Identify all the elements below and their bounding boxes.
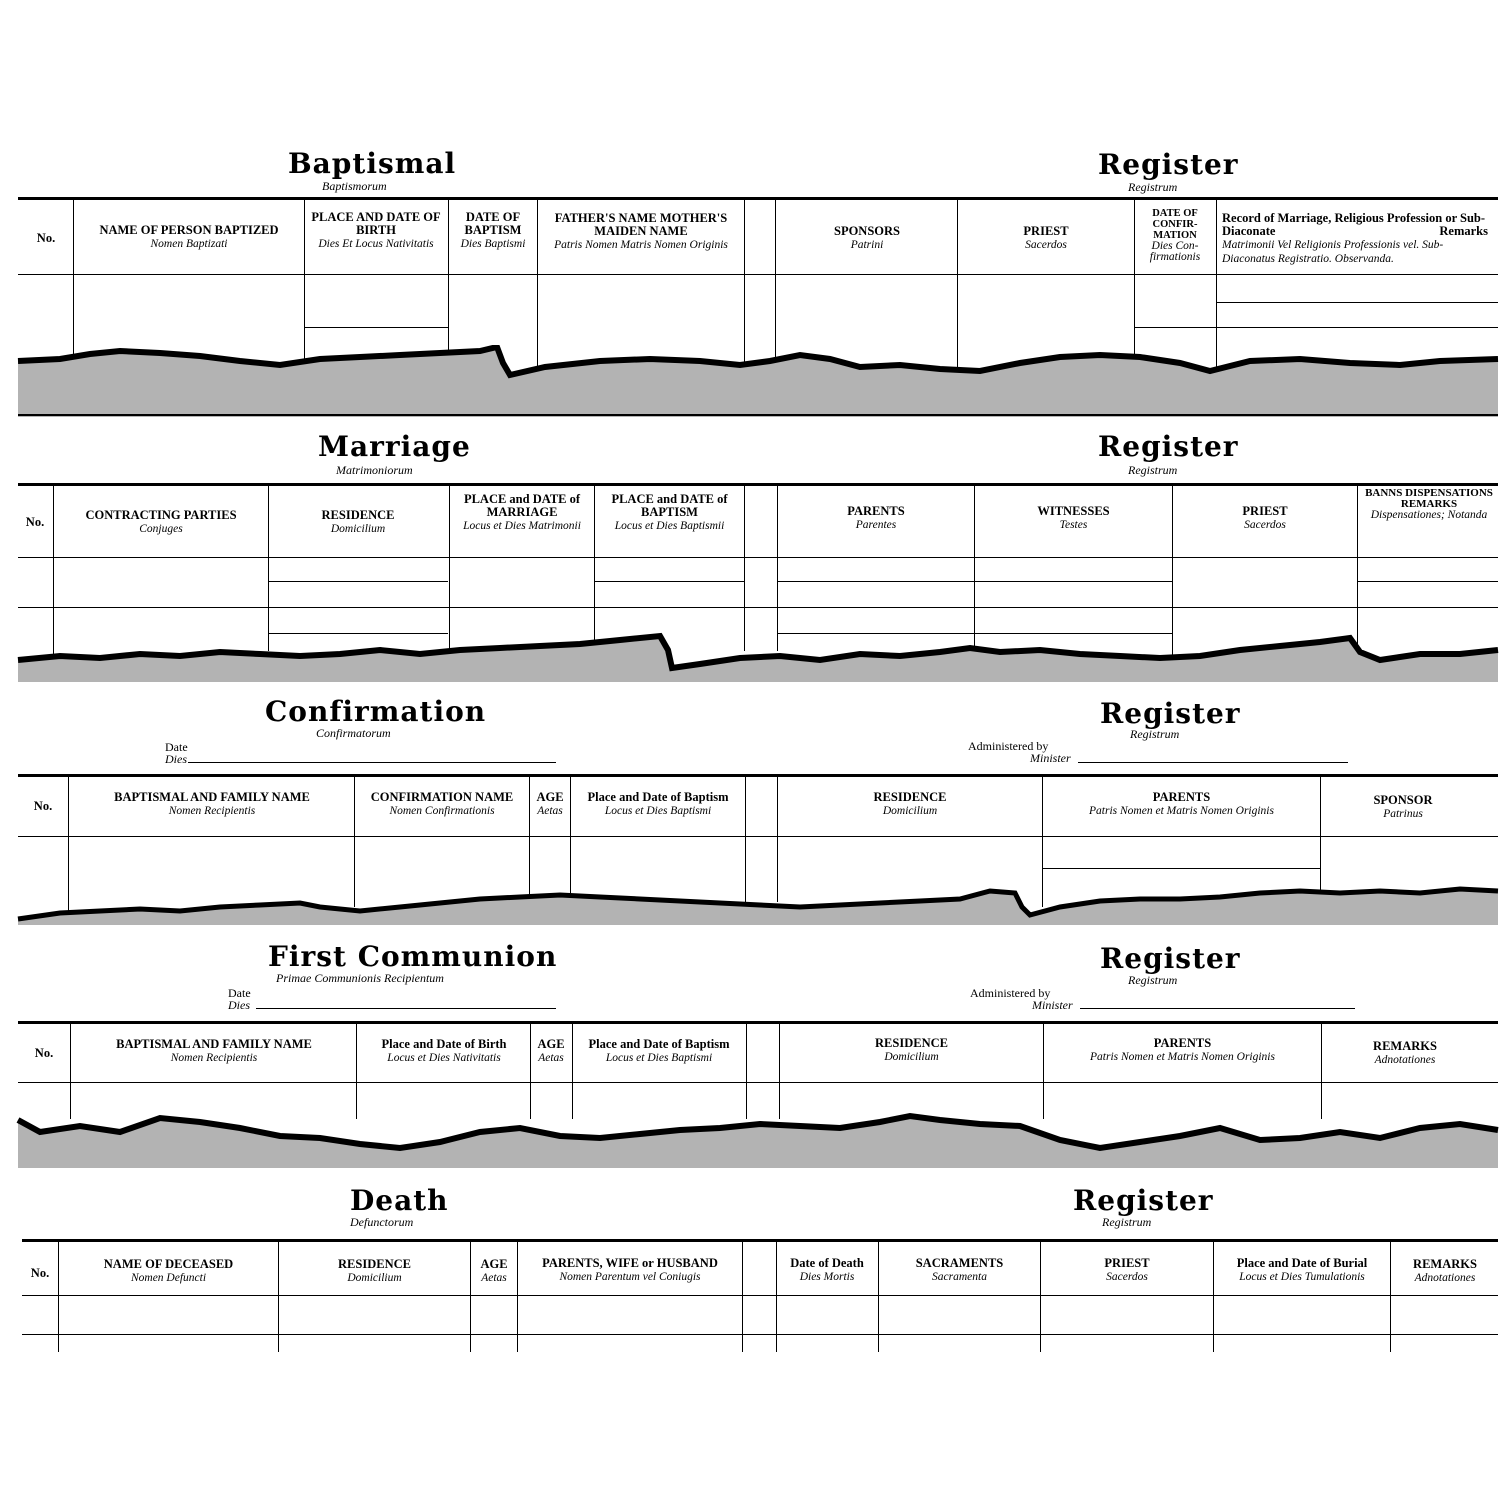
row-rule: [268, 581, 448, 582]
column-divider: [1321, 1024, 1322, 1119]
col-header-parents-spouse: PARENTS, WIFE or HUSBAND Nomen Parentum vel Coniugis: [542, 1256, 718, 1283]
communion-register-latin: Registrum: [1128, 973, 1178, 987]
marriage-title-latin: Matrimoniorum: [336, 463, 413, 477]
confirmation-register-title: Register: [1100, 697, 1241, 730]
marriage-register-title: Register: [1098, 430, 1239, 463]
col-header-residence: RESIDENCE Domicilium: [321, 508, 395, 535]
col-header-record-remarks: Record of Marriage, Religious Profession or Sub-Diaconate Remarks Matrimonii Vel Religionis Professionis vel. Sub-Diaconatus Registratio. Observanda.: [1222, 211, 1488, 265]
row-rule: [18, 483, 1498, 486]
column-divider: [1357, 486, 1358, 651]
col-header-parents: PARENTS Patris Nomen et Matris Nomen Originis: [1089, 790, 1274, 817]
col-header-place-date-burial: Place and Date of Burial Locus et Dies Tumulationis: [1236, 1256, 1368, 1283]
row-rule: [1216, 302, 1498, 303]
column-divider: [1390, 1242, 1391, 1352]
row-rule: [22, 1239, 1498, 1242]
marriage-register-latin: Registrum: [1128, 463, 1178, 477]
col-header-priest: PRIEST Sacerdos: [1023, 224, 1069, 251]
row-rule: [18, 774, 1498, 777]
column-divider: [530, 1024, 531, 1119]
column-divider: [278, 1242, 279, 1352]
column-divider: [572, 1024, 573, 1119]
death-title-latin: Defunctorum: [350, 1215, 414, 1229]
col-header-place-date-baptism: Place and Date of Baptism Locus et Dies Baptismi: [588, 1037, 730, 1064]
communion-title: First Communion: [268, 940, 558, 973]
col-header-contracting-parties: CONTRACTING PARTIES Conjuges: [85, 508, 237, 535]
baptismal-register-latin: Registrum: [1128, 180, 1178, 194]
column-divider: [746, 1024, 747, 1119]
col-header-no: No.: [25, 515, 45, 529]
col-header-date-confirmation: DATE OF CONFIR-MATION Dies Con-firmationis: [1149, 208, 1201, 263]
death-register-latin: Registrum: [1102, 1215, 1152, 1229]
column-divider: [744, 486, 745, 651]
col-header-sacraments: SACRAMENTS Sacramenta: [915, 1256, 1004, 1283]
row-rule: [18, 557, 1498, 558]
col-header-date-baptism: DATE OF BAPTISM Dies Baptismi: [460, 210, 526, 250]
col-header-no: No.: [34, 1046, 54, 1060]
col-header-age: AGE Aetas: [537, 1037, 565, 1064]
col-header-name-baptized: NAME OF PERSON BAPTIZED Nomen Baptizati: [99, 223, 279, 250]
death-title: Death: [350, 1184, 449, 1217]
confirmation-title: Confirmation: [265, 695, 487, 728]
col-header-place-date-baptism: Place and Date of Baptism Locus et Dies Baptismi: [587, 790, 729, 817]
column-divider: [1043, 1024, 1044, 1119]
col-header-baptismal-name: BAPTISMAL AND FAMILY NAME Nomen Recipientis: [116, 1037, 312, 1064]
torn-edge: [0, 345, 1500, 417]
column-divider: [70, 1024, 71, 1119]
minister-label: Minister: [1030, 751, 1071, 765]
col-header-banns: BANNS DISPENSATIONS REMARKS Dispensationes; Notanda: [1365, 487, 1493, 521]
col-header-remarks: REMARKS Adnotationes: [1373, 1039, 1437, 1066]
column-divider: [1134, 200, 1135, 365]
minister-field-line[interactable]: [1080, 1008, 1355, 1009]
minister-field-line[interactable]: [1078, 762, 1348, 763]
marriage-title: Marriage: [318, 430, 471, 463]
column-divider: [745, 777, 746, 902]
baptismal-register-title: Register: [1098, 148, 1239, 181]
torn-edge: [0, 885, 1500, 927]
column-divider: [742, 1242, 743, 1352]
col-header-witnesses: WITNESSES Testes: [1037, 504, 1110, 531]
confirmation-register-latin: Registrum: [1130, 727, 1180, 741]
baptismal-title-latin: Baptismorum: [322, 179, 387, 193]
column-divider: [594, 486, 595, 646]
col-header-parents: PARENTS Parentes: [847, 504, 905, 531]
column-divider: [470, 1242, 471, 1352]
row-rule: [18, 1082, 1498, 1083]
row-rule: [778, 581, 1172, 582]
column-divider: [529, 777, 530, 895]
column-divider: [448, 200, 449, 360]
column-divider: [777, 777, 778, 902]
row-rule: [22, 1334, 1498, 1335]
col-header-place-date-marriage: PLACE and DATE of MARRIAGE Locus et Dies Matrimonii: [463, 492, 581, 532]
date-label: Date: [165, 740, 188, 754]
col-header-baptismal-name: BAPTISMAL AND FAMILY NAME Nomen Recipientis: [114, 790, 310, 817]
date-label-latin: Dies: [228, 998, 250, 1012]
row-rule: [22, 1295, 1498, 1296]
column-divider: [878, 1242, 879, 1352]
administered-by-label: Administered by: [970, 986, 1051, 1000]
column-divider: [779, 1024, 780, 1119]
row-rule: [1358, 581, 1498, 582]
column-divider: [58, 1242, 59, 1352]
col-header-no: No.: [36, 231, 56, 245]
table-header-rule: [18, 274, 1498, 275]
date-field-line[interactable]: [188, 762, 556, 763]
column-divider: [356, 1024, 357, 1119]
column-divider: [304, 200, 305, 365]
column-divider: [776, 1242, 777, 1352]
col-header-no: No.: [30, 1266, 50, 1280]
minister-label: Minister: [1032, 998, 1073, 1012]
column-divider: [73, 200, 74, 365]
col-header-residence: RESIDENCE Domicilium: [873, 790, 947, 817]
row-rule: [594, 581, 744, 582]
death-register-title: Register: [1073, 1184, 1214, 1217]
row-rule: [304, 327, 449, 328]
row-rule: [18, 607, 1498, 608]
col-header-confirmation-name: CONFIRMATION NAME Nomen Confirmationis: [370, 790, 514, 817]
column-divider: [777, 486, 778, 651]
column-divider: [1213, 1242, 1214, 1352]
col-header-place-date-birth: PLACE AND DATE OF BIRTH Dies Et Locus Nativitatis: [311, 210, 441, 250]
col-header-place-date-baptism: PLACE and DATE of BAPTISM Locus et Dies Baptismii: [611, 492, 728, 532]
communion-register-title: Register: [1100, 942, 1241, 975]
col-header-residence: RESIDENCE Domicilium: [338, 1257, 411, 1284]
baptismal-title: Baptismal: [288, 147, 457, 180]
confirmation-title-latin: Confirmatorum: [316, 726, 391, 740]
col-header-priest: PRIEST Sacerdos: [1104, 1256, 1150, 1283]
row-rule: [18, 836, 1498, 837]
row-rule: [18, 1021, 1498, 1024]
col-header-sponsors: SPONSORS Patrini: [834, 224, 900, 251]
date-label-latin: Dies: [165, 752, 187, 766]
column-divider: [974, 486, 975, 651]
date-label: Date: [228, 986, 251, 1000]
col-header-sponsor: SPONSOR Patrinus: [1373, 793, 1433, 820]
date-field-line[interactable]: [256, 1008, 556, 1009]
row-rule: [1043, 868, 1320, 869]
col-header-date-death: Date of Death Dies Mortis: [790, 1256, 864, 1283]
column-divider: [517, 1242, 518, 1352]
torn-edge: [0, 1108, 1500, 1170]
column-divider: [1040, 1242, 1041, 1352]
table-top-rule: [18, 197, 1498, 200]
col-header-place-date-birth: Place and Date of Birth Locus et Dies Nativitatis: [381, 1037, 507, 1064]
column-divider: [449, 486, 450, 651]
communion-title-latin: Primae Communionis Recipientum: [276, 971, 444, 985]
col-header-name-deceased: NAME OF DECEASED Nomen Defuncti: [103, 1257, 234, 1284]
col-header-parents-names: FATHER'S NAME MOTHER'S MAIDEN NAME Patris Nomen Matris Nomen Originis: [554, 211, 728, 251]
column-divider: [570, 777, 571, 895]
col-header-residence: RESIDENCE Domicilium: [875, 1036, 948, 1063]
torn-edge: [0, 630, 1500, 684]
col-header-priest: PRIEST Sacerdos: [1242, 504, 1288, 531]
administered-by-label: Administered by: [968, 739, 1049, 753]
column-divider: [268, 486, 269, 651]
col-header-remarks: REMARKS Adnotationes: [1413, 1257, 1477, 1284]
column-divider: [1320, 777, 1321, 902]
col-header-age: AGE Aetas: [536, 790, 564, 817]
col-header-parents: PARENTS Patris Nomen et Matris Nomen Originis: [1090, 1036, 1275, 1063]
col-header-age: AGE Aetas: [480, 1257, 508, 1284]
row-rule: [1134, 327, 1498, 328]
col-header-no: No.: [33, 799, 53, 813]
